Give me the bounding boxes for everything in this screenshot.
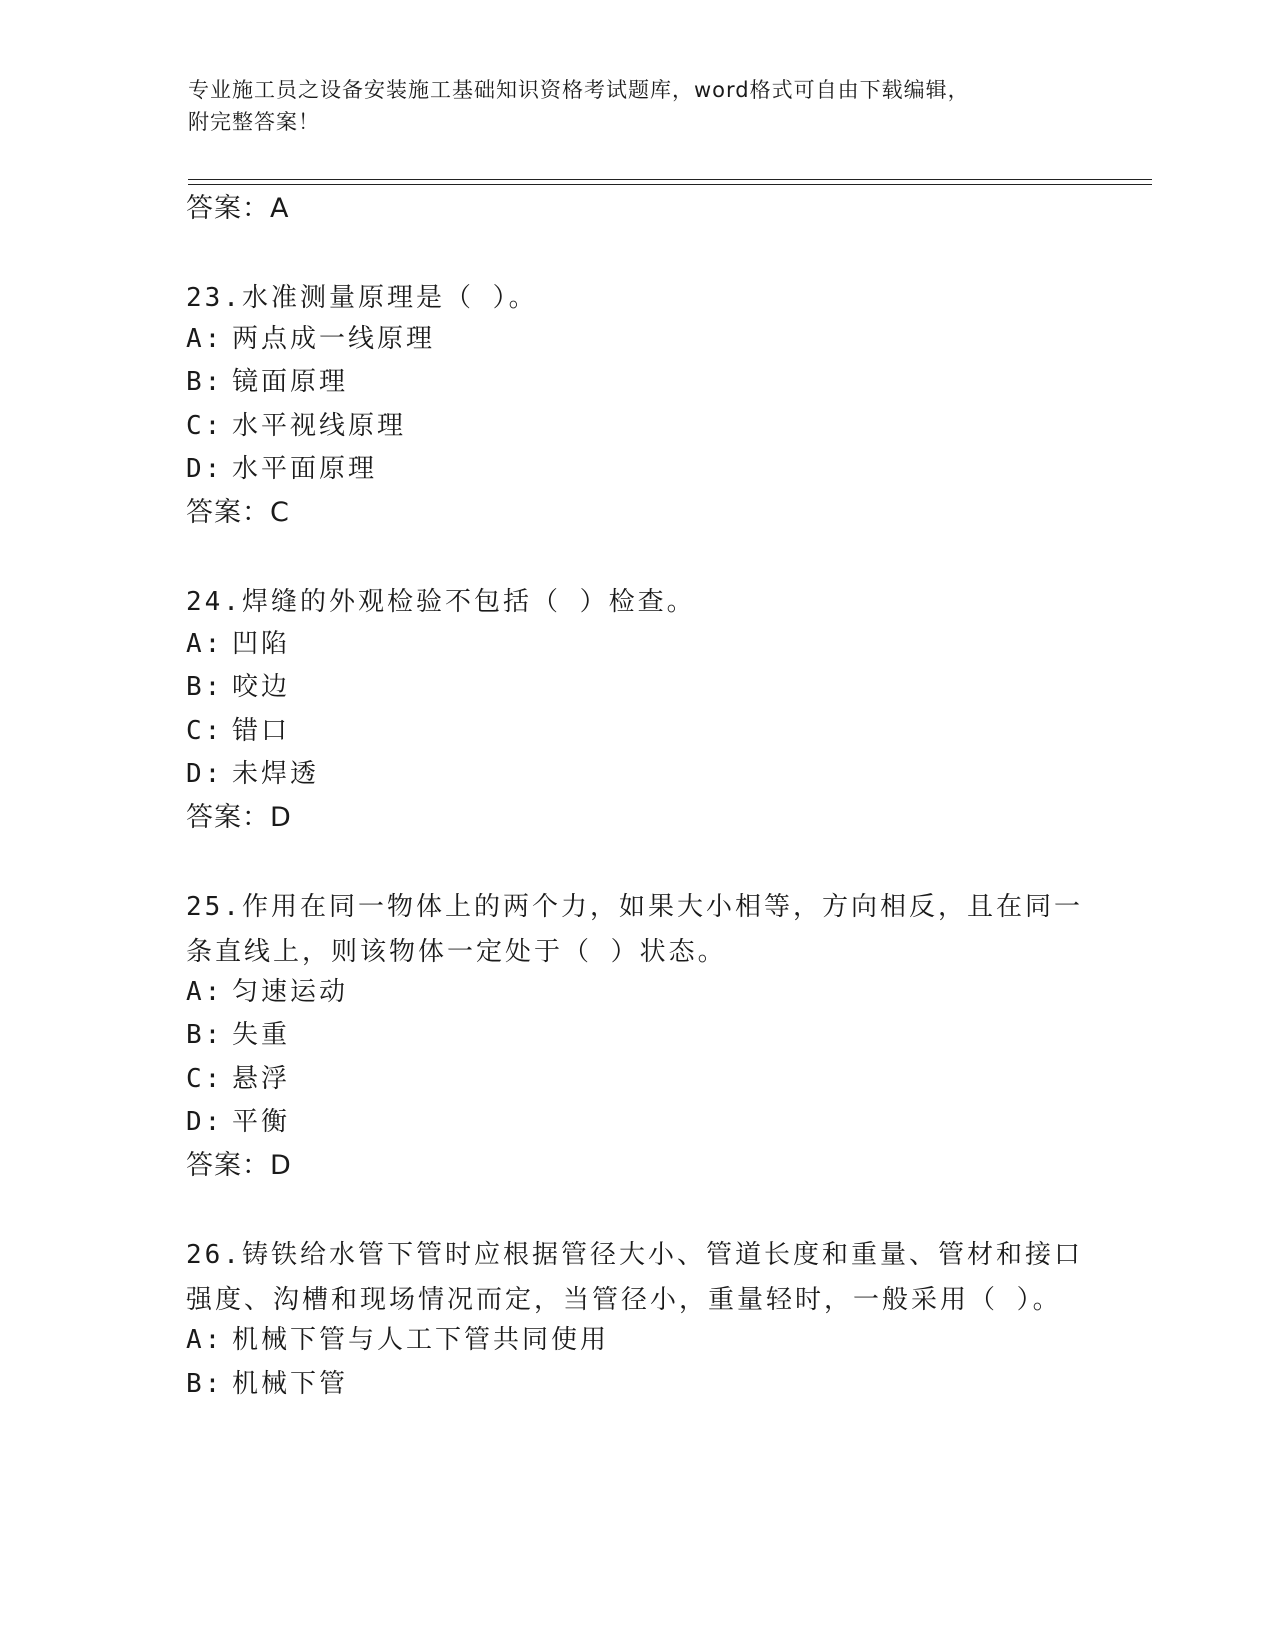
question-25-option-b (186, 1017, 290, 1053)
option-key: B: (186, 367, 224, 397)
option-key: B: (186, 672, 224, 702)
question-25-answer (186, 1148, 291, 1184)
option-text: 悬浮 (232, 1064, 291, 1094)
option-text: 镜面原理 (232, 367, 349, 397)
header-divider-bottom (188, 184, 1152, 185)
option-text: 未焊透 (232, 759, 320, 789)
document-header (188, 74, 1068, 138)
header-line-1: 专业施工员之设备安装施工基础知识资格考试题库，word格式可自由下载编辑， (188, 78, 970, 102)
answer-value: D (270, 802, 291, 833)
option-key: D: (186, 454, 224, 484)
question-26: 26.铸铁给水管下管时应根据管径大小、管道长度和重量、管材和接口强度、沟槽和现场情况而定，当管径小，重量轻时，一般采用（ ）。 (186, 1240, 1083, 1315)
question-26-option-b (186, 1366, 348, 1402)
option-key: C: (186, 1064, 224, 1094)
option-text: 两点成一线原理 (232, 324, 436, 354)
answer-label: 答案： (186, 1150, 270, 1181)
question-23-option-c (186, 408, 406, 444)
option-text: 错口 (232, 716, 291, 746)
option-key: D: (186, 1107, 224, 1137)
header-divider-top (188, 179, 1152, 180)
question-24-answer (186, 800, 291, 836)
answer-label: 答案： (186, 497, 270, 528)
question-25-option-c (186, 1061, 290, 1097)
question-25: 25.作用在同一物体上的两个力，如果大小相等，方向相反，且在同一条直线上，则该物体一定处于（ ）状态。 (186, 892, 1083, 967)
option-key: B: (186, 1369, 224, 1399)
question-24-option-d (186, 756, 319, 792)
question-24-option-b (186, 669, 290, 705)
option-key: B: (186, 1020, 224, 1050)
question-24: 24.焊缝的外观检验不包括（ ）检查。 (186, 587, 696, 617)
question-25-option-a (186, 974, 348, 1010)
question-23-option-a (186, 321, 435, 357)
option-key: A: (186, 324, 224, 354)
question-25-option-d (186, 1104, 290, 1140)
prev-answer (186, 191, 288, 227)
option-key: A: (186, 977, 224, 1007)
answer-label: 答案： (186, 193, 270, 224)
option-key: A: (186, 629, 224, 659)
answer-value: D (270, 1150, 291, 1181)
question-23-option-d (186, 451, 377, 487)
answer-value: A (270, 193, 289, 224)
question-23-option-b (186, 364, 348, 400)
option-text: 水平面原理 (232, 454, 378, 484)
option-text: 凹陷 (232, 629, 291, 659)
option-text: 咬边 (232, 672, 291, 702)
option-key: C: (186, 411, 224, 441)
option-key: C: (186, 716, 224, 746)
question-24-option-a (186, 626, 290, 662)
question-24-option-c (186, 713, 290, 749)
option-text: 平衡 (232, 1107, 291, 1137)
option-key: A: (186, 1325, 224, 1355)
option-text: 机械下管与人工下管共同使用 (232, 1325, 610, 1355)
option-text: 失重 (232, 1020, 291, 1050)
header-line-2: 附完整答案！ (188, 110, 320, 134)
option-text: 水平视线原理 (232, 411, 407, 441)
option-key: D: (186, 759, 224, 789)
answer-label: 答案： (186, 802, 270, 833)
option-text: 机械下管 (232, 1369, 349, 1399)
answer-value: C (270, 497, 289, 528)
question-23: 23.水准测量原理是（ ）。 (186, 283, 538, 313)
question-23-answer (186, 495, 289, 531)
question-26-option-a (186, 1322, 609, 1358)
option-text: 匀速运动 (232, 977, 349, 1007)
